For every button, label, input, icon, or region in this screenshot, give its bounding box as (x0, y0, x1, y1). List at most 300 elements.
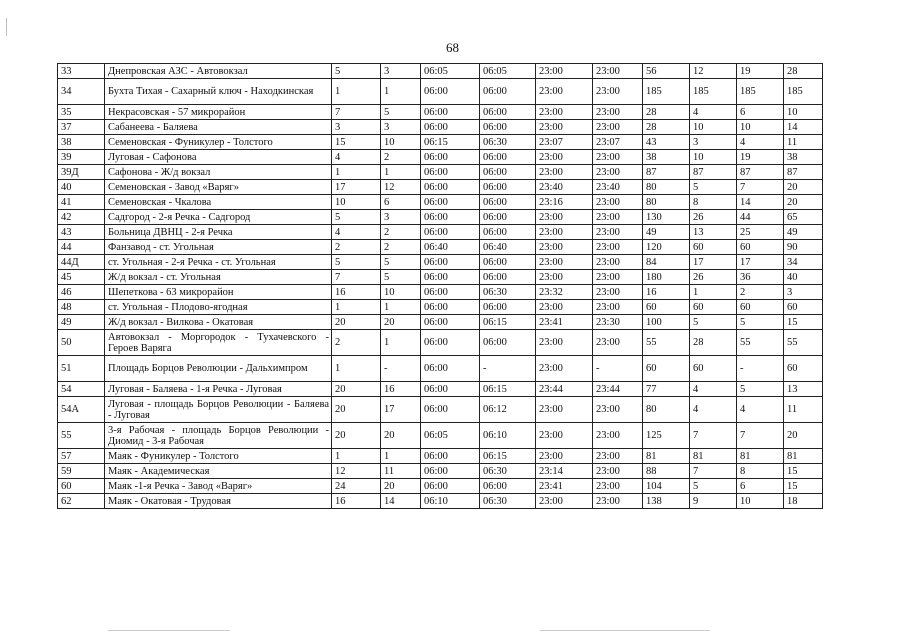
table-row (58, 300, 823, 315)
table-cell: 28 (784, 64, 823, 79)
table-row (58, 330, 823, 356)
table-body (58, 64, 823, 509)
table-row (58, 255, 823, 270)
route-name-cell: Бухта Тихая - Сахарный ключ - Находкинская (105, 79, 332, 105)
table-cell: 23:00 (593, 270, 643, 285)
table-cell: 06:00 (421, 180, 480, 195)
table-cell: 49 (643, 225, 690, 240)
table-row (58, 105, 823, 120)
table-cell: 20 (381, 423, 421, 449)
table-cell: 11 (381, 464, 421, 479)
table-row (58, 479, 823, 494)
table-cell: 28 (690, 330, 737, 356)
table-cell: 12 (332, 464, 381, 479)
route-name-cell: Шепеткова - 63 микрорайон (105, 285, 332, 300)
table-cell: - (381, 356, 421, 382)
table-cell: 5 (690, 315, 737, 330)
table-cell: 23:00 (536, 150, 593, 165)
table-cell: 23:00 (593, 285, 643, 300)
route-name-cell: Некрасовская - 57 микрорайон (105, 105, 332, 120)
table-cell: 06:00 (480, 165, 536, 180)
table-cell: 15 (784, 464, 823, 479)
table-cell: 23:00 (593, 64, 643, 79)
table-cell: 23:00 (536, 494, 593, 509)
table-cell: 20 (332, 397, 381, 423)
route-name-cell: ст. Угольная - 2-я Речка - ст. Угольная (105, 255, 332, 270)
table-cell: 06:00 (480, 150, 536, 165)
route-name-cell: Автовокзал - Моргородок - Тухачевского - Героев Варяга (105, 330, 332, 356)
table-cell: 44 (737, 210, 784, 225)
route-number-cell: 55 (58, 423, 105, 449)
table-cell: 23:00 (593, 300, 643, 315)
table-row (58, 120, 823, 135)
table-cell: 1 (381, 79, 421, 105)
table-cell: 06:05 (421, 64, 480, 79)
table-cell: 1 (381, 165, 421, 180)
table-cell: 4 (332, 150, 381, 165)
table-cell: 20 (381, 315, 421, 330)
table-cell: 28 (643, 120, 690, 135)
table-cell: 20 (784, 180, 823, 195)
route-number-cell: 62 (58, 494, 105, 509)
route-number-cell: 45 (58, 270, 105, 285)
table-cell: 60 (643, 300, 690, 315)
table-cell: 23:00 (536, 79, 593, 105)
table-cell: 88 (643, 464, 690, 479)
table-cell: 1 (690, 285, 737, 300)
table-row (58, 180, 823, 195)
table-cell: 34 (784, 255, 823, 270)
table-cell: 1 (332, 165, 381, 180)
table-cell: 4 (690, 105, 737, 120)
table-cell: 23:00 (536, 397, 593, 423)
table-cell: 81 (690, 449, 737, 464)
route-name-cell: ст. Угольная - Плодово-ягодная (105, 300, 332, 315)
table-cell: 3 (784, 285, 823, 300)
table-cell: 06:00 (421, 330, 480, 356)
table-cell: 26 (690, 210, 737, 225)
table-cell: 06:30 (480, 464, 536, 479)
route-number-cell: 54 (58, 382, 105, 397)
table-cell: 06:30 (480, 135, 536, 150)
table-cell: 100 (643, 315, 690, 330)
table-cell: 185 (737, 79, 784, 105)
table-cell: 23:00 (593, 240, 643, 255)
table-cell: 23:00 (593, 105, 643, 120)
table-cell: 23:00 (536, 240, 593, 255)
table-cell: 06:00 (480, 255, 536, 270)
table-cell: 80 (643, 180, 690, 195)
table-cell: 06:30 (480, 285, 536, 300)
route-number-cell: 59 (58, 464, 105, 479)
route-name-cell: Сафонова - Ж/д вокзал (105, 165, 332, 180)
table-cell: 12 (690, 64, 737, 79)
table-cell: 60 (690, 300, 737, 315)
table-cell: 17 (332, 180, 381, 195)
route-number-cell: 54А (58, 397, 105, 423)
table-cell: 23:00 (593, 479, 643, 494)
table-cell: 60 (784, 300, 823, 315)
table-cell: 23:00 (593, 225, 643, 240)
route-number-cell: 42 (58, 210, 105, 225)
table-cell: 06:00 (480, 225, 536, 240)
table-cell: 06:00 (480, 180, 536, 195)
table-cell: 4 (737, 135, 784, 150)
table-cell: 7 (737, 180, 784, 195)
table-cell: 19 (737, 64, 784, 79)
table-cell: 06:00 (480, 479, 536, 494)
table-cell: 1 (332, 79, 381, 105)
table-cell: 1 (332, 356, 381, 382)
table-cell: 1 (332, 300, 381, 315)
route-number-cell: 51 (58, 356, 105, 382)
route-name-cell: Семеновская - Чкалова (105, 195, 332, 210)
table-cell: 60 (690, 240, 737, 255)
table-cell: 06:00 (421, 225, 480, 240)
table-cell: 60 (690, 356, 737, 382)
table-cell: 2 (381, 240, 421, 255)
table-cell: 20 (381, 479, 421, 494)
table-row (58, 210, 823, 225)
table-cell: 3 (332, 120, 381, 135)
route-name-cell: Луговая - площадь Борцов Революции - Баляева - Луговая (105, 397, 332, 423)
table-cell: 81 (784, 449, 823, 464)
table-cell: 6 (381, 195, 421, 210)
scan-bottom-line (540, 630, 710, 631)
table-cell: 4 (737, 397, 784, 423)
route-name-cell: Садгород - 2-я Речка - Садгород (105, 210, 332, 225)
table-cell: 10 (381, 285, 421, 300)
table-cell: 15 (784, 479, 823, 494)
table-cell: 36 (737, 270, 784, 285)
scan-edge-mark (6, 18, 7, 36)
route-number-cell: 44 (58, 240, 105, 255)
table-row (58, 449, 823, 464)
route-number-cell: 33 (58, 64, 105, 79)
table-cell: 06:05 (421, 423, 480, 449)
table-cell: 06:15 (421, 135, 480, 150)
table-cell: 65 (784, 210, 823, 225)
table-cell: 80 (643, 195, 690, 210)
table-row (58, 397, 823, 423)
table-cell: 06:00 (421, 255, 480, 270)
table-cell: 3 (381, 120, 421, 135)
page-number: 68 (446, 40, 459, 55)
table-cell: 23:00 (536, 330, 593, 356)
table-row (58, 423, 823, 449)
table-cell: 6 (737, 105, 784, 120)
table-cell: 23:00 (536, 225, 593, 240)
route-name-cell: Маяк - Академическая (105, 464, 332, 479)
table-cell: 23:40 (593, 180, 643, 195)
route-number-cell: 40 (58, 180, 105, 195)
table-cell: 06:00 (480, 105, 536, 120)
table-cell: 80 (643, 397, 690, 423)
table-cell: 10 (690, 150, 737, 165)
route-number-cell: 46 (58, 285, 105, 300)
table-cell: 06:15 (480, 449, 536, 464)
table-cell: 06:00 (480, 120, 536, 135)
table-cell: 06:00 (480, 330, 536, 356)
route-name-cell: Луговая - Баляева - 1-я Речка - Луговая (105, 382, 332, 397)
table-row (58, 356, 823, 382)
table-cell: 23:00 (593, 120, 643, 135)
table-cell: 13 (784, 382, 823, 397)
table-cell: 2 (332, 330, 381, 356)
table-cell: 40 (784, 270, 823, 285)
table-cell: 28 (643, 105, 690, 120)
route-name-cell: Сабанеева - Баляева (105, 120, 332, 135)
table-cell: 23:00 (593, 449, 643, 464)
table-cell: 06:00 (421, 449, 480, 464)
table-cell: 60 (643, 356, 690, 382)
table-cell: 23:00 (593, 255, 643, 270)
table-cell: 185 (784, 79, 823, 105)
table-cell: 23:14 (536, 464, 593, 479)
table-cell: 26 (690, 270, 737, 285)
table-cell: 23:00 (536, 255, 593, 270)
table-cell: 5 (690, 479, 737, 494)
table-cell: 23:41 (536, 479, 593, 494)
route-name-cell: Маяк - Фуникулер - Толстого (105, 449, 332, 464)
table-cell: 10 (737, 120, 784, 135)
table-cell: 17 (690, 255, 737, 270)
table-cell: 15 (784, 315, 823, 330)
scan-bottom-line (108, 630, 230, 631)
table-cell: 23:16 (536, 195, 593, 210)
table-cell: 5 (381, 105, 421, 120)
table-cell: 138 (643, 494, 690, 509)
table-cell: 2 (381, 225, 421, 240)
table-row (58, 270, 823, 285)
table-cell: 17 (381, 397, 421, 423)
route-number-cell: 38 (58, 135, 105, 150)
table-cell: 23:00 (593, 150, 643, 165)
table-cell: 20 (332, 382, 381, 397)
table-cell: 18 (784, 494, 823, 509)
table-cell: 2 (737, 285, 784, 300)
table-cell: 06:10 (421, 494, 480, 509)
table-cell: 23:00 (536, 449, 593, 464)
table-cell: 81 (737, 449, 784, 464)
table-cell: 60 (784, 356, 823, 382)
table-cell: 23:07 (536, 135, 593, 150)
table-cell: 10 (737, 494, 784, 509)
table-cell: 19 (737, 150, 784, 165)
table-cell: 14 (381, 494, 421, 509)
table-cell: 87 (784, 165, 823, 180)
table-cell: 23:00 (536, 210, 593, 225)
table-cell: 10 (784, 105, 823, 120)
route-name-cell: Больница ДВНЦ - 2-я Речка (105, 225, 332, 240)
table-cell: 06:15 (480, 382, 536, 397)
table-cell: 10 (332, 195, 381, 210)
table-row (58, 135, 823, 150)
table-cell: 1 (381, 330, 421, 356)
table-cell: 5 (737, 382, 784, 397)
table-cell: 06:00 (480, 79, 536, 105)
route-name-cell: 3-я Рабочая - площадь Борцов Революции - Диомид - 3-я Рабочая (105, 423, 332, 449)
table-cell: 55 (784, 330, 823, 356)
table-cell: 55 (643, 330, 690, 356)
table-cell: 06:00 (421, 105, 480, 120)
table-cell: 23:00 (593, 330, 643, 356)
table-cell: 5 (381, 270, 421, 285)
table-cell: 14 (737, 195, 784, 210)
table-cell: 11 (784, 135, 823, 150)
table-cell: 23:00 (593, 210, 643, 225)
route-name-cell: Семеновская - Завод «Варяг» (105, 180, 332, 195)
table-cell: 1 (381, 300, 421, 315)
route-name-cell: Ж/д вокзал - ст. Угольная (105, 270, 332, 285)
route-name-cell: Луговая - Сафонова (105, 150, 332, 165)
table-cell: 06:00 (421, 479, 480, 494)
table-cell: 120 (643, 240, 690, 255)
table-cell: 06:10 (480, 423, 536, 449)
table-cell: 06:12 (480, 397, 536, 423)
table-row (58, 315, 823, 330)
table-row (58, 150, 823, 165)
table-cell: 06:05 (480, 64, 536, 79)
table-cell: 81 (643, 449, 690, 464)
table-cell: 10 (690, 120, 737, 135)
route-number-cell: 57 (58, 449, 105, 464)
route-number-cell: 34 (58, 79, 105, 105)
table-cell: 60 (737, 240, 784, 255)
table-row (58, 240, 823, 255)
table-cell: 23:00 (536, 64, 593, 79)
route-number-cell: 41 (58, 195, 105, 210)
table-cell: 06:00 (421, 195, 480, 210)
table-cell: 7 (332, 105, 381, 120)
table-cell: 5 (332, 64, 381, 79)
table-cell: 5 (690, 180, 737, 195)
table-cell: 23:00 (536, 423, 593, 449)
route-number-cell: 39Д (58, 165, 105, 180)
table-row (58, 225, 823, 240)
route-number-cell: 39 (58, 150, 105, 165)
table-cell: 23:00 (536, 120, 593, 135)
table-cell: 56 (643, 64, 690, 79)
table-cell: 06:00 (421, 315, 480, 330)
table-cell: 6 (737, 479, 784, 494)
table-cell: 1 (332, 449, 381, 464)
table-cell: 87 (690, 165, 737, 180)
table-cell: 185 (690, 79, 737, 105)
table-cell: 06:00 (421, 382, 480, 397)
route-number-cell: 60 (58, 479, 105, 494)
route-number-cell: 35 (58, 105, 105, 120)
route-name-cell: Площадь Борцов Революции - Дальхимпром (105, 356, 332, 382)
table-cell: 23:00 (593, 195, 643, 210)
table-cell: 06:00 (421, 120, 480, 135)
table-cell: 12 (381, 180, 421, 195)
table-cell: 4 (690, 382, 737, 397)
table-cell: 16 (381, 382, 421, 397)
table-cell: 23:41 (536, 315, 593, 330)
table-cell: 06:00 (421, 397, 480, 423)
table-cell: 5 (332, 255, 381, 270)
route-name-cell: Ж/д вокзал - Вилкова - Окатовая (105, 315, 332, 330)
table-cell: 3 (381, 64, 421, 79)
route-number-cell: 49 (58, 315, 105, 330)
table-cell: 17 (737, 255, 784, 270)
table-cell: 23:00 (593, 494, 643, 509)
table-cell: 5 (381, 255, 421, 270)
table-cell: 7 (690, 464, 737, 479)
table-cell: 06:00 (421, 464, 480, 479)
table-cell: 16 (332, 494, 381, 509)
table-row (58, 494, 823, 509)
table-cell: 130 (643, 210, 690, 225)
table-row (58, 79, 823, 105)
table-cell: 06:40 (421, 240, 480, 255)
table-cell: 8 (737, 464, 784, 479)
table-cell: 20 (332, 315, 381, 330)
table-cell: 06:00 (421, 79, 480, 105)
table-cell: 43 (643, 135, 690, 150)
table-cell: 23:00 (593, 464, 643, 479)
route-name-cell: Маяк -1-я Речка - Завод «Варяг» (105, 479, 332, 494)
table-cell: 13 (690, 225, 737, 240)
table-cell: 06:15 (480, 315, 536, 330)
route-schedule-table (57, 63, 823, 509)
table-cell: 9 (690, 494, 737, 509)
table-cell: 23:30 (593, 315, 643, 330)
route-name-cell: Днепровская АЗС - Автовокзал (105, 64, 332, 79)
table-cell: 23:00 (536, 105, 593, 120)
table-cell: 06:00 (421, 210, 480, 225)
table-cell: 2 (332, 240, 381, 255)
table-cell: 185 (643, 79, 690, 105)
table-cell: 20 (332, 423, 381, 449)
table-cell: 23:07 (593, 135, 643, 150)
table-cell: 3 (690, 135, 737, 150)
table-row (58, 285, 823, 300)
table-cell: 4 (690, 397, 737, 423)
table-cell: 1 (381, 449, 421, 464)
table-row (58, 195, 823, 210)
route-name-cell: Фанзавод - ст. Угольная (105, 240, 332, 255)
table-cell: 06:00 (421, 285, 480, 300)
table-cell: 23:00 (593, 397, 643, 423)
table-cell: 25 (737, 225, 784, 240)
table-cell: 3 (381, 210, 421, 225)
table-cell: 16 (332, 285, 381, 300)
table-cell: 06:00 (421, 165, 480, 180)
table-cell: 23:00 (536, 300, 593, 315)
table-cell: 38 (643, 150, 690, 165)
route-name-cell: Маяк - Окатовая - Трудовая (105, 494, 332, 509)
table-cell: 125 (643, 423, 690, 449)
table-cell: 84 (643, 255, 690, 270)
table-cell: 49 (784, 225, 823, 240)
table-cell: 06:30 (480, 494, 536, 509)
table-cell: 14 (784, 120, 823, 135)
table-cell: 38 (784, 150, 823, 165)
table-cell: 60 (737, 300, 784, 315)
table-cell: 23:00 (536, 356, 593, 382)
table-cell: 16 (643, 285, 690, 300)
table-cell: 10 (381, 135, 421, 150)
table-cell: 06:00 (421, 270, 480, 285)
table-cell: - (737, 356, 784, 382)
table-cell: 23:00 (536, 165, 593, 180)
table-cell: 77 (643, 382, 690, 397)
route-number-cell: 37 (58, 120, 105, 135)
route-number-cell: 50 (58, 330, 105, 356)
table-cell: 23:00 (593, 79, 643, 105)
